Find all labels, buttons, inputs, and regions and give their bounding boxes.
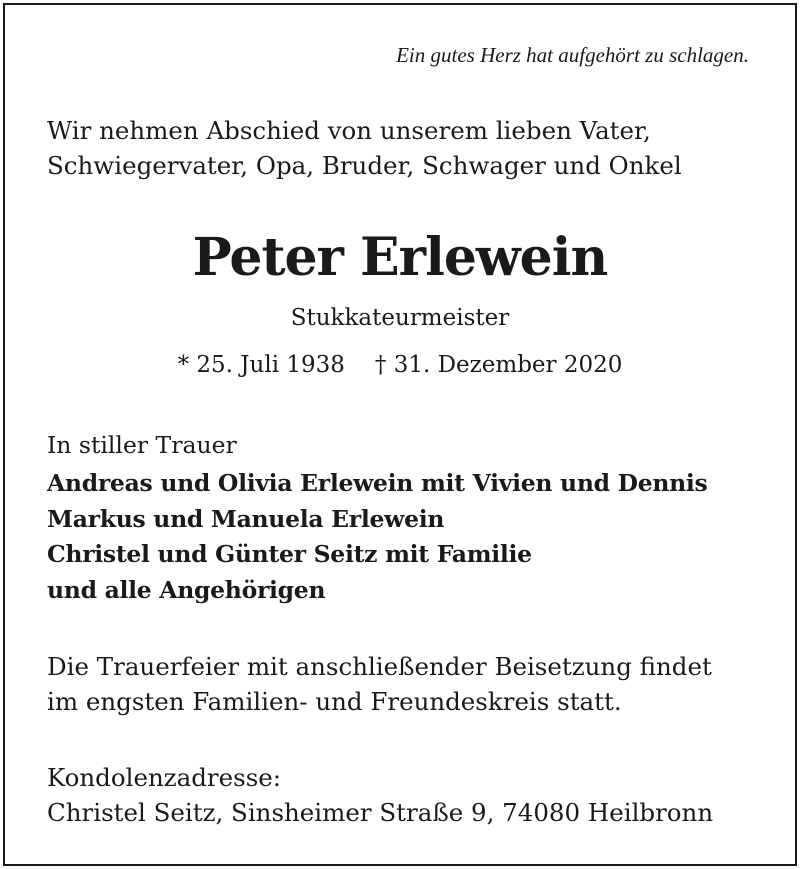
mourning-label: In stiller Trauer bbox=[47, 431, 237, 459]
intro-line-2: Schwiegervater, Opa, Bruder, Schwager und Onkel bbox=[47, 151, 682, 180]
mourner-line: und alle Angehörigen bbox=[47, 575, 326, 604]
death-date: † 31. Dezember 2020 bbox=[374, 352, 623, 378]
deceased-name: Peter Erlewein bbox=[192, 227, 608, 288]
intro-text bbox=[47, 113, 682, 183]
mourner-line: Andreas und Olivia Erlewein mit Vivien und Dennis bbox=[47, 469, 708, 497]
ceremony-line-2: im engsten Familien- und Freundeskreis statt. bbox=[47, 687, 622, 716]
birth-date: * 25. Juli 1938 bbox=[177, 352, 345, 378]
condolence-address-line: Christel Seitz, Sinsheimer Straße 9, 74080 Heilbronn bbox=[47, 798, 714, 827]
condolence-label: Kondolenzadresse: bbox=[47, 763, 282, 792]
mourner-line: Christel und Günter Seitz mit Familie bbox=[47, 540, 532, 568]
condolence-address bbox=[47, 760, 713, 830]
ceremony-info bbox=[47, 649, 712, 719]
intro-line-1: Wir nehmen Abschied von unserem lieben Vater, bbox=[47, 116, 651, 145]
deceased-profession: Stukkateurmeister bbox=[290, 305, 510, 331]
ceremony-line-1: Die Trauerfeier mit anschließender Beisetzung findet bbox=[47, 652, 712, 681]
life-dates bbox=[5, 348, 795, 382]
motto-line: Ein gutes Herz hat aufgehört zu schlagen. bbox=[396, 43, 749, 67]
mourner-line: Markus und Manuela Erlewein bbox=[47, 504, 445, 533]
mourners-list bbox=[47, 466, 708, 608]
obituary-notice bbox=[3, 3, 797, 866]
